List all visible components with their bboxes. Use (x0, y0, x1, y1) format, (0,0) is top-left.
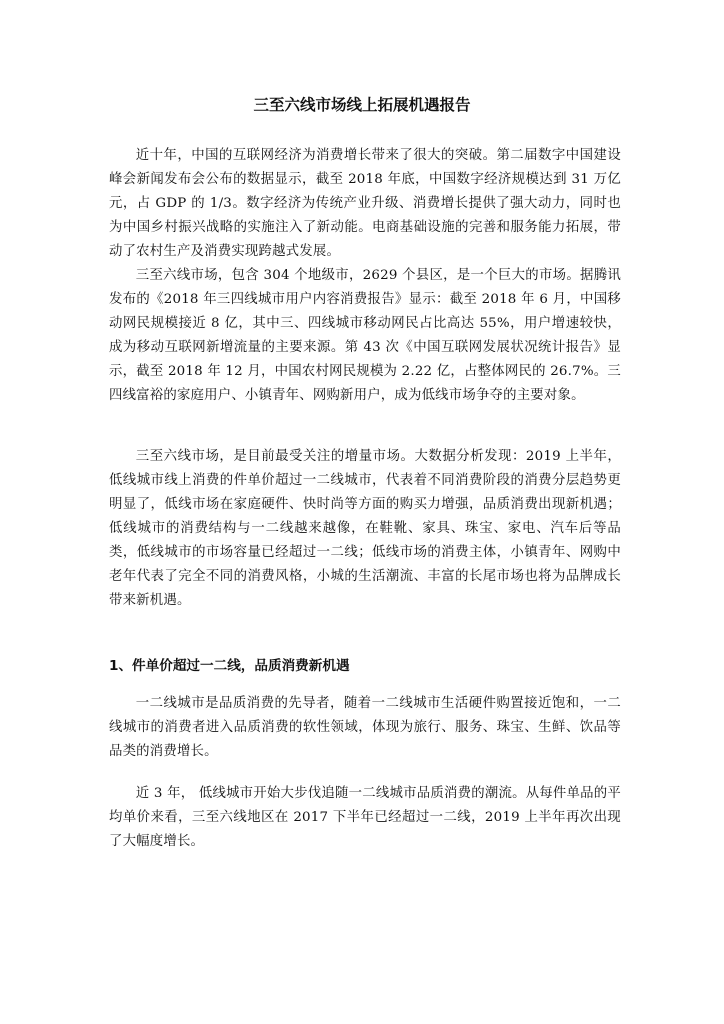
intro-paragraph-incremental-market: 三至六线市场，是目前最受关注的增量市场。大数据分析发现：2019 上半年，低线城市线上消费的件单价超过一二线城市，代表着不同消费阶段的消费分层趋势更明显了，低线市场在家庭硬件、快时尚等方面的购买力增强，品质消费出现新机遇；低线城市的消费结构与一二线越来越像，在鞋靴、家具、珠宝、家电、汽车后等品类，低线城市的市场容量已经超过一二线；低线市场的消费主体，小镇青年、网购中老年代表了完全不同的消费风格，小城的生活潮流、丰富的长尾市场也将为品牌成长带来新机遇。 (109, 449, 621, 608)
intro-paragraph-digital-economy: 近十年，中国的互联网经济为消费增长带来了很大的突破。第二届数字中国建设峰会新闻发布会公布的数据显示，截至 2018 年底，中国数字经济规模达到 31 万亿元，占 GDP 的 1/3。数字经济为传统产业升级、消费增长提供了强大动力，同时也为中国乡村振兴战略的实施注入了新动能。电商基础设施的完善和服务能力拓展，带动了农村生产及消费实现跨越式发展。 (109, 148, 621, 259)
section-1-paragraph-tier1: 一二线城市是品质消费的先导者，随着一二线城市生活硬件购置接近饱和，一二线城市的消费者进入品质消费的软性领域，体现为旅行、服务、珠宝、生鲜、饮品等品类的消费增长。 (109, 696, 621, 759)
document-title: 三至六线市场线上拓展机遇报告 (253, 96, 471, 114)
section-1-paragraph-lower-tier: 近 3 年， 低线城市开始大步伐追随一二线城市品质消费的潮流。从每件单品的平均单价来看，三至六线地区在 2017 下半年已经超过一二线，2019 上半年再次出现了大幅度增长。 (109, 786, 621, 849)
section-1-heading: 1、件单价超过一二线，品质消费新机遇 (109, 658, 350, 674)
intro-paragraph-market-size: 三至六线市场，包含 304 个地级市，2629 个县区，是一个巨大的市场。据腾讯发布的《2018 年三四线城市用户内容消费报告》显示：截至 2018 年 6 月，中国移动网民规模接近 8 亿，其中三、四线城市移动网民占比高达 55%，用户增速较快，成为移动互联网新增流量的主要来源。第 43 次《中国互联网发展状况统计报告》显示，截至 2018 年 12 月，中国农村网民规模为 2.22 亿，占整体网民的 26.7%。三四线富裕的家庭用户、小镇青年、网购新用户，成为低线市场争夺的主要对象。 (109, 268, 621, 403)
